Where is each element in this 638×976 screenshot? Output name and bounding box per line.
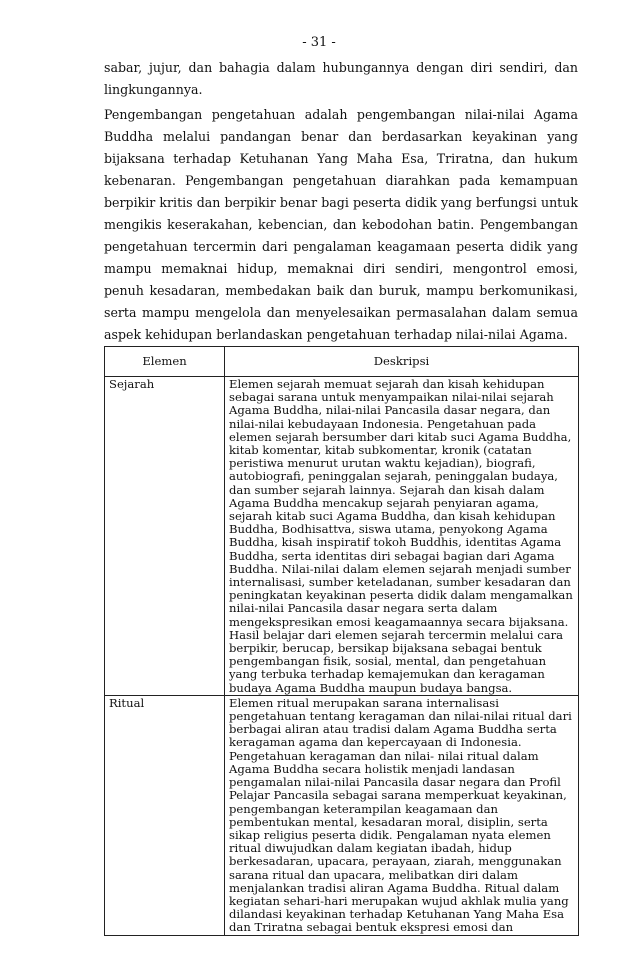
row-element-name: Sejarah xyxy=(105,377,225,696)
table-row xyxy=(105,377,579,696)
page-number: - 31 - xyxy=(302,35,336,50)
header-description: Deskripsi xyxy=(225,347,579,377)
paragraph-knowledge-development: Pengembangan pengetahuan adalah pengembangan nilai-nilai Agama Buddha melalui pandangan benar dan berdasarkan keyakinan yang bijaksana terhadap Ketuhanan Yang Maha Esa, Triratna, dan hukum kebenaran. Pengembangan pengetahuan diarahkan pada kemampuan berpikir kritis dan berpikir benar bagi peserta didik yang berfungsi untuk mengikis keserakahan, kebencian, dan kebodohan batin. Pengembangan pengetahuan tercermin dari pengalaman keagamaan peserta didik yang mampu memaknai hidup, memaknai diri sendiri, mengontrol emosi, penuh kesadaran, membedakan baik dan buruk, mampu berkomunikasi, serta mampu mengelola dan menyelesaikan permasalahan dalam semua aspek kehidupan berlandaskan pengetahuan terhadap nilai-nilai Agama. xyxy=(104,107,578,342)
paragraph-intro: sabar, jujur, dan bahagia dalam hubungannya dengan diri sendiri, dan lingkungannya. xyxy=(104,60,578,97)
element-description-table xyxy=(104,346,579,936)
table-header-row xyxy=(105,347,579,377)
row-element-description: Elemen ritual merupakan sarana internalisasi pengetahuan tentang keragaman dan nilai-nilai ritual dari berbagai aliran atau tradisi dalam Agama Buddha serta keragaman agama dan kepercayaan di Indonesia. Pengetahuan keragaman dan nilai- nilai ritual dalam Agama Buddha secara holistik menjadi landasan pengamalan nilai-nilai Pancasila dasar negara dan Profil Pelajar Pancasila sebagai sarana memperkuat keyakinan, pengembangan keterampilan keagamaan dan pembentukan mental, kesadaran moral, disiplin, serta sikap religius peserta didik. Pengalaman nyata elemen ritual diwujudkan dalam kegiatan ibadah, hidup berkesadaran, upacara, perayaan, ziarah, menggunakan sarana ritual dan upacara, melibatkan diri dalam menjalankan tradisi aliran Agama Buddha. Ritual dalam kegiatan sehari-hari merupakan wujud akhlak mulia yang dilandasi keyakinan terhadap Ketuhanan Yang Maha Esa dan Triratna sebagai bentuk ekspresi emosi dan xyxy=(225,695,579,935)
row-element-description: Elemen sejarah memuat sejarah dan kisah kehidupan sebagai sarana untuk menyampaikan nilai-nilai sejarah Agama Buddha, nilai-nilai Pancasila dasar negara, dan nilai-nilai kebudayaan Indonesia. Pengetahuan pada elemen sejarah bersumber dari kitab suci Agama Buddha, kitab komentar, kitab subkomentar, kronik (catatan peristiwa menurut urutan waktu kejadian), biografi, autobiografi, peninggalan sejarah, peninggalan budaya, dan sumber sejarah lainnya. Sejarah dan kisah dalam Agama Buddha mencakup sejarah penyiaran agama, sejarah kitab suci Agama Buddha, dan kisah kehidupan Buddha, Bodhisattva, siswa utama, penyokong Agama Buddha, kisah inspiratif tokoh Buddhis, identitas Agama Buddha, serta identitas diri sebagai bagian dari Agama Buddha. Nilai-nilai dalam elemen sejarah menjadi sumber internalisasi, sumber keteladanan, sumber kesadaran dan peningkatan keyakinan peserta didik dalam mengamalkan nilai-nilai Pancasila dasar negara serta dalam mengekspresikan emosi keagamaannya secara bijaksana. Hasil belajar dari elemen sejarah tercermin melalui cara berpikir, berucap, bersikap bijaksana sebagai bentuk pengembangan fisik, sosial, mental, dan pengetahuan yang terbuka terhadap kemajemukan dan keragaman budaya Agama Buddha maupun budaya bangsa. xyxy=(225,377,579,696)
header-element: Elemen xyxy=(105,347,225,377)
row-element-name: Ritual xyxy=(105,695,225,935)
table-row xyxy=(105,695,579,935)
